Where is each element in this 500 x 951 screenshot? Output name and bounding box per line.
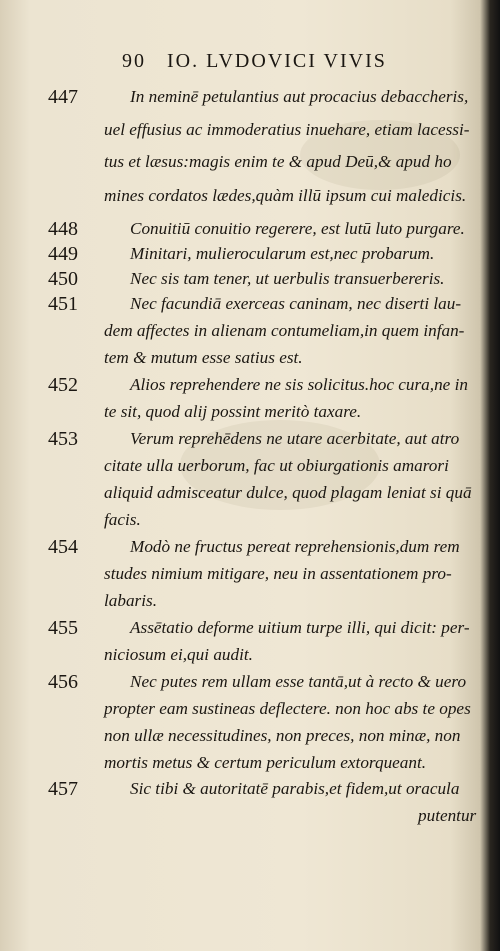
entry-number: 451 <box>48 293 78 315</box>
text-line: Verum reprehēdens ne utare acerbitate, aut atro <box>130 429 460 448</box>
text-line: Alios reprehendere ne sis solicitus.hoc cura,ne in <box>130 375 468 394</box>
text-line: mines cordatos lædes,quàm illū ipsum cui maledicis. <box>104 186 467 205</box>
text-line: Nec putes rem ullam esse tantā,ut à recto & uero <box>130 672 467 691</box>
text-line: dem affectes in alienam contumeliam,in quem infan- <box>104 321 465 340</box>
entry-number: 450 <box>48 268 78 290</box>
text-line: mortis metus & certum periculum extorqueant. <box>104 753 427 772</box>
text-line: uel effusius ac immoderatius inuehare, etiam lacessi- <box>104 120 470 139</box>
text-line: Nec sis tam tener, ut uerbulis transuerbereris. <box>130 269 445 288</box>
running-title: IO. LVDOVICI VIVIS <box>167 50 387 72</box>
entry-number: 447 <box>48 86 78 108</box>
text-line: te sit, quod alij possint meritò taxare. <box>104 402 362 421</box>
text-line: Modò ne fructus pereat reprehensionis,dum rem <box>130 537 460 556</box>
text-line: facis. <box>104 510 141 529</box>
entry-number: 453 <box>48 428 78 450</box>
text-line: In neminē petulantius aut procacius debaccheris, <box>130 87 469 106</box>
text-line: aliquid admisceatur dulce, quod plagam leniat si quā <box>104 483 472 502</box>
entry-number: 449 <box>48 243 78 265</box>
text-line: Minitari, mulierocularum est,nec probarum. <box>130 244 435 263</box>
text-line: propter eam sustineas deflectere. non hoc abs te opes <box>104 699 471 718</box>
text-line: studes nimium mitigare, neu in assentationem pro- <box>104 564 452 583</box>
text-line: Nec facundiā exerceas caninam, nec diserti lau- <box>130 294 462 313</box>
text-line: tem & mutum esse satius est. <box>104 348 303 367</box>
text-line: non ullæ necessitudines, non preces, non minæ, non <box>104 726 461 745</box>
text-line: Conuitiū conuitio regerere, est lutū luto purgare. <box>130 219 465 238</box>
text-line: tus et læsus:magis enim te & apud Deū,& apud ho <box>104 152 452 171</box>
entry-number: 456 <box>48 671 78 693</box>
entry-number: 452 <box>48 374 78 396</box>
entry-number: 448 <box>48 218 78 240</box>
text-line: niciosum ei,qui audit. <box>104 645 253 664</box>
text-line: putentur <box>418 806 477 825</box>
entry-number: 455 <box>48 617 78 639</box>
entry-number: 457 <box>48 778 78 800</box>
text-line: citate ulla uerborum, fac ut obiurgationis amarori <box>104 456 449 475</box>
text-line: Assētatio deforme uitium turpe illi, qui dicit: per- <box>130 618 470 637</box>
page-number: 90 <box>122 50 146 72</box>
running-header <box>122 50 387 73</box>
entry-number: 454 <box>48 536 78 558</box>
text-line: labaris. <box>104 591 158 610</box>
text-line: Sic tibi & autoritatē parabis,et fidem,ut oracula <box>130 779 460 798</box>
